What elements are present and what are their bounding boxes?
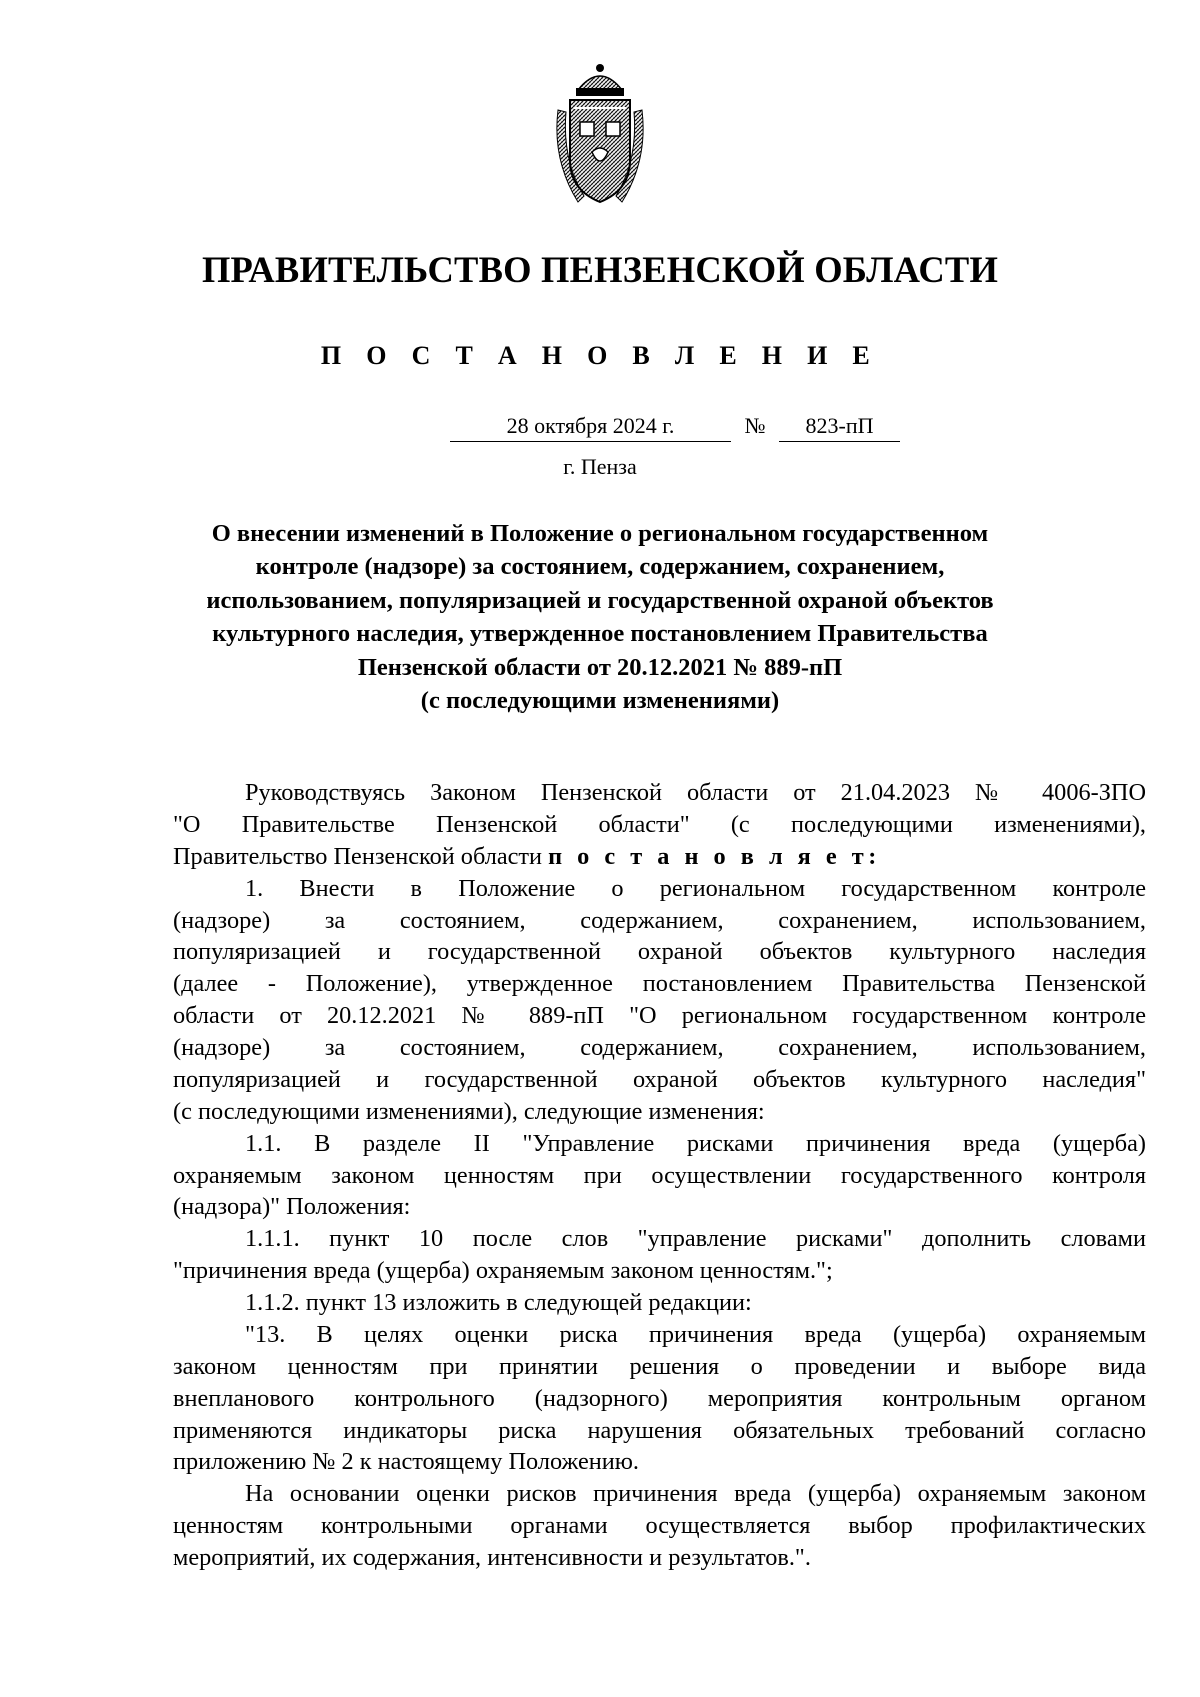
body-line: области от 20.12.2021 № 889-пП "О региональном государственном контроле — [173, 1002, 1146, 1030]
body-line: 1.1.1. пункт 10 после слов "управление рисками" дополнить словами — [245, 1225, 1146, 1253]
body-line — [173, 841, 1146, 873]
document-number: 823-пП — [779, 411, 900, 442]
body-line: ценностям контрольными органами осуществляется выбор профилактических — [173, 1512, 1146, 1540]
title-line: О внесении изменений в Положение о региональном государственном — [211, 520, 989, 547]
body-line: популяризацией и государственной охраной объектов культурного наследия" — [173, 1065, 1146, 1093]
title-line: культурного наследия, утвержденное постановлением Правительства — [212, 620, 988, 648]
title-line: Пензенской области от 20.12.2021 № 889-пП — [357, 653, 843, 681]
document-body — [173, 777, 1146, 1574]
body-line: охраняемым законом ценностям при осуществлении государственного контроля — [173, 1161, 1146, 1189]
body-line: применяются индикаторы риска нарушения обязательных требований согласно — [173, 1416, 1146, 1444]
body-line: (далее - Положение), утвержденное постановлением Правительства Пензенской — [173, 970, 1146, 998]
body-line: приложению № 2 к настоящему Положению. — [173, 1448, 640, 1476]
date-number-line — [450, 411, 900, 443]
body-line: мероприятий, их содержания, интенсивности и результатов.". — [173, 1544, 811, 1571]
body-line: внепланового контрольного (надзорного) мероприятия контрольным органом — [173, 1384, 1146, 1412]
document-date: 28 октября 2024 г. — [450, 411, 731, 442]
body-line: (надзора)" Положения: — [173, 1193, 411, 1221]
document-city: г. Пенза — [563, 454, 637, 479]
number-sign: № — [744, 413, 766, 438]
body-line: "О Правительстве Пензенской области" (с последующими изменениями), — [173, 810, 1146, 838]
coat-of-arms-emblem — [548, 60, 652, 212]
body-line: "причинения вреда (ущерба) охраняемым законом ценностям."; — [173, 1257, 833, 1285]
body-line: 1.1. В разделе II "Управление рисками причинения вреда (ущерба) — [245, 1129, 1146, 1157]
body-line: Руководствуясь Законом Пензенской области от 21.04.2023 № 4006-ЗПО — [245, 779, 1146, 806]
body-line: (надзоре) за состоянием, содержанием, сохранением, использованием, — [173, 906, 1146, 934]
body-line: 1.1.2. пункт 13 изложить в следующей редакции: — [245, 1289, 752, 1316]
resolution-word: п о с т а н о в л я е т: — [548, 842, 881, 870]
body-text: Правительство Пензенской области — [173, 842, 543, 870]
body-line: популяризацией и государственной охраной объектов культурного наследия — [173, 938, 1146, 966]
body-line: (с последующими изменениями), следующие изменения: — [173, 1097, 765, 1125]
document-title — [190, 517, 1010, 717]
title-line: контроле (надзоре) за состоянием, содержанием, сохранением, — [255, 553, 945, 581]
body-line: На основании оценки рисков причинения вреда (ущерба) охраняемым законом — [245, 1480, 1146, 1508]
document-type: П О С Т А Н О В Л Е Н И Е — [320, 341, 880, 370]
organization-name: ПРАВИТЕЛЬСТВО ПЕНЗЕНСКОЙ ОБЛАСТИ — [201, 249, 999, 290]
body-line: законом ценностям при принятии решения о проведении и выборе вида — [173, 1352, 1146, 1380]
body-line: "13. В целях оценки риска причинения вреда (ущерба) охраняемым — [245, 1320, 1146, 1348]
body-line: 1. Внести в Положение о региональном государственном контроле — [245, 874, 1146, 902]
body-line: (надзоре) за состоянием, содержанием, сохранением, использованием, — [173, 1034, 1146, 1061]
title-line: использованием, популяризацией и государственной охраной объектов — [206, 586, 994, 614]
title-line: (с последующими изменениями) — [420, 687, 780, 715]
